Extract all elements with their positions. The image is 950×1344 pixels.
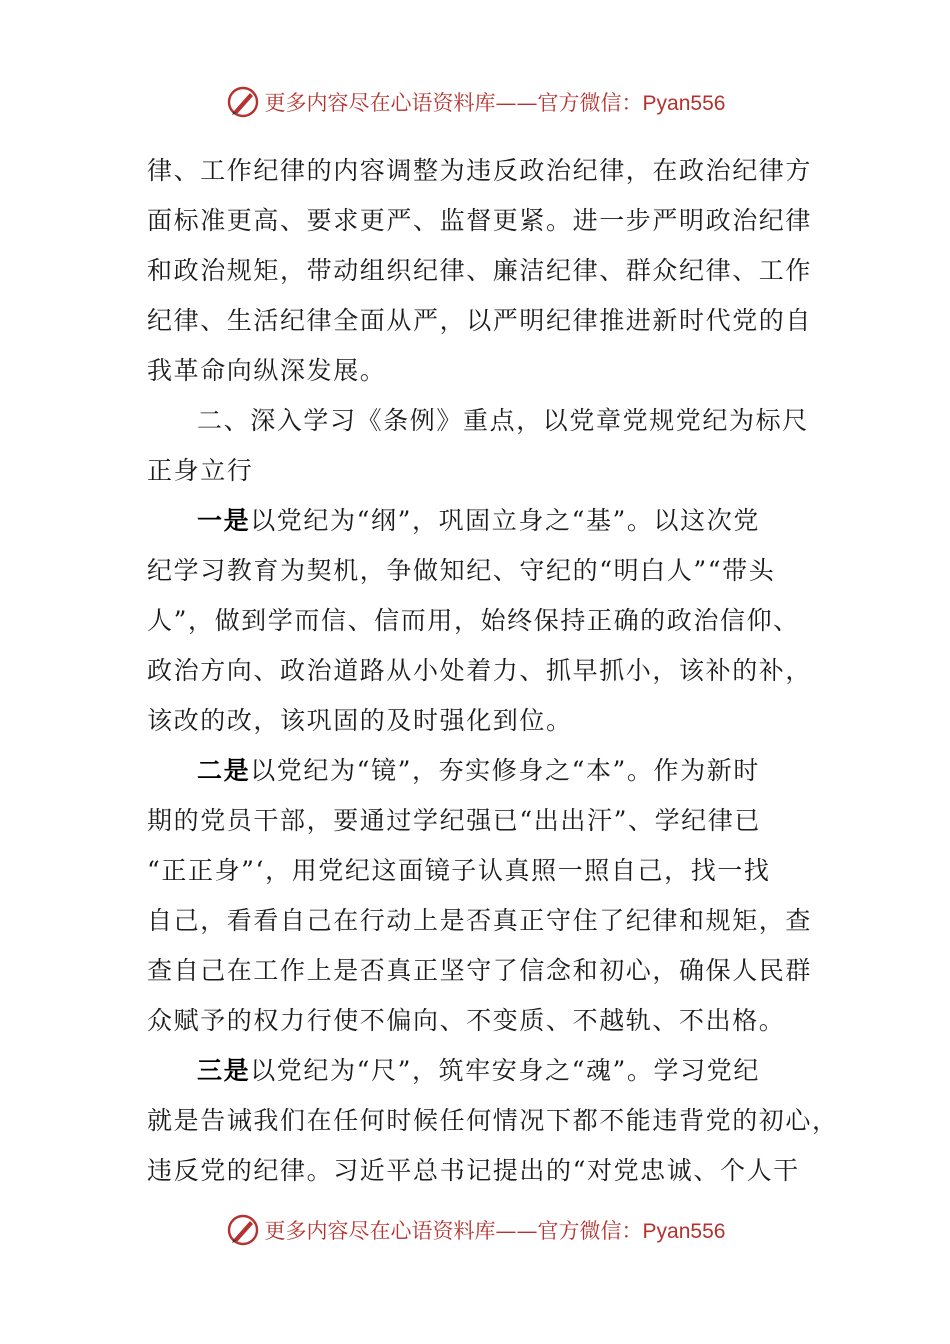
text-line: 以党纪为“尺”，筑牢安身之“魂”。学习党纪 <box>250 1056 760 1085</box>
document-body <box>147 146 839 1196</box>
text-line: 和政治规矩，带动组织纪律、廉洁纪律、群众纪律、工作 <box>147 256 813 285</box>
pen-circle-icon <box>225 1212 261 1248</box>
text-line: 纪学习教育为契机，争做知纪、守纪的“明白人”“带头 <box>147 556 776 585</box>
footer-dash: —— <box>495 1219 538 1243</box>
paragraph-start <box>147 496 807 546</box>
text-line: 政治方向、政治道路从小处着力、抓早抓小，该补的补， <box>147 656 813 685</box>
footer-contact-id: Pyan556 <box>642 1220 726 1243</box>
pen-circle-icon <box>225 84 261 120</box>
footer-text <box>265 1215 726 1245</box>
text-line: 人”，做到学而信、信而用，始终保持正确的政治信仰、 <box>147 606 800 635</box>
text-line: 自己，看看自己在行动上是否真正守住了纪律和规矩，查 <box>147 906 813 935</box>
point-label: 二是 <box>197 756 251 785</box>
header-text <box>265 87 726 117</box>
text-line: 以党纪为“镜”，夯实修身之“本”。作为新时 <box>250 756 760 785</box>
text-line: 我革命向纵深发展。 <box>147 356 387 385</box>
text-line: 该改的改，该巩固的及时强化到位。 <box>147 706 573 735</box>
text-line: 纪律、生活纪律全面从严，以严明纪律推进新时代党的自 <box>147 306 813 335</box>
text-line: “正正身”‘，用党纪这面镜子认真照一照自己，找一找 <box>147 856 771 885</box>
text-line: 面标准更高、要求更严、监督更紧。进一步严明政治纪律 <box>147 206 813 235</box>
header-contact-id: Pyan556 <box>642 92 726 115</box>
footer-site-text: 更多内容尽在心语资料库 <box>264 1219 496 1243</box>
header-dash: —— <box>495 91 538 115</box>
header-contact-label: 官方微信： <box>537 91 643 115</box>
text-line: 就是告诫我们在任何时候任何情况下都不能违背党的初心， <box>147 1106 839 1135</box>
text-line: 期的党员干部，要通过学纪强已“出出汗”、学纪律已 <box>147 806 761 835</box>
paragraph-start <box>147 1046 807 1096</box>
footer-banner <box>0 1210 950 1250</box>
text-line: 众赋予的权力行使不偏向、不变质、不越轨、不出格。 <box>147 1006 786 1035</box>
section-heading-cont: 正身立行 <box>147 456 254 485</box>
text-line: 律、工作纪律的内容调整为违反政治纪律，在政治纪律方 <box>147 156 813 185</box>
header-banner <box>0 82 950 122</box>
point-label: 一是 <box>197 506 251 535</box>
footer-contact-label: 官方微信： <box>537 1219 643 1243</box>
point-label: 三是 <box>197 1056 251 1085</box>
text-line: 违反党的纪律。习近平总书记提出的“对党忠诚、个人干 <box>147 1156 800 1185</box>
header-site-text: 更多内容尽在心语资料库 <box>264 91 496 115</box>
section-heading: 二、深入学习《条例》重点，以党章党规党纪为标尺 <box>197 406 809 435</box>
paragraph-start <box>147 746 807 796</box>
text-line: 以党纪为“纲”，巩固立身之“基”。以这次党 <box>250 506 760 535</box>
text-line: 查自己在工作上是否真正坚守了信念和初心，确保人民群 <box>147 956 813 985</box>
